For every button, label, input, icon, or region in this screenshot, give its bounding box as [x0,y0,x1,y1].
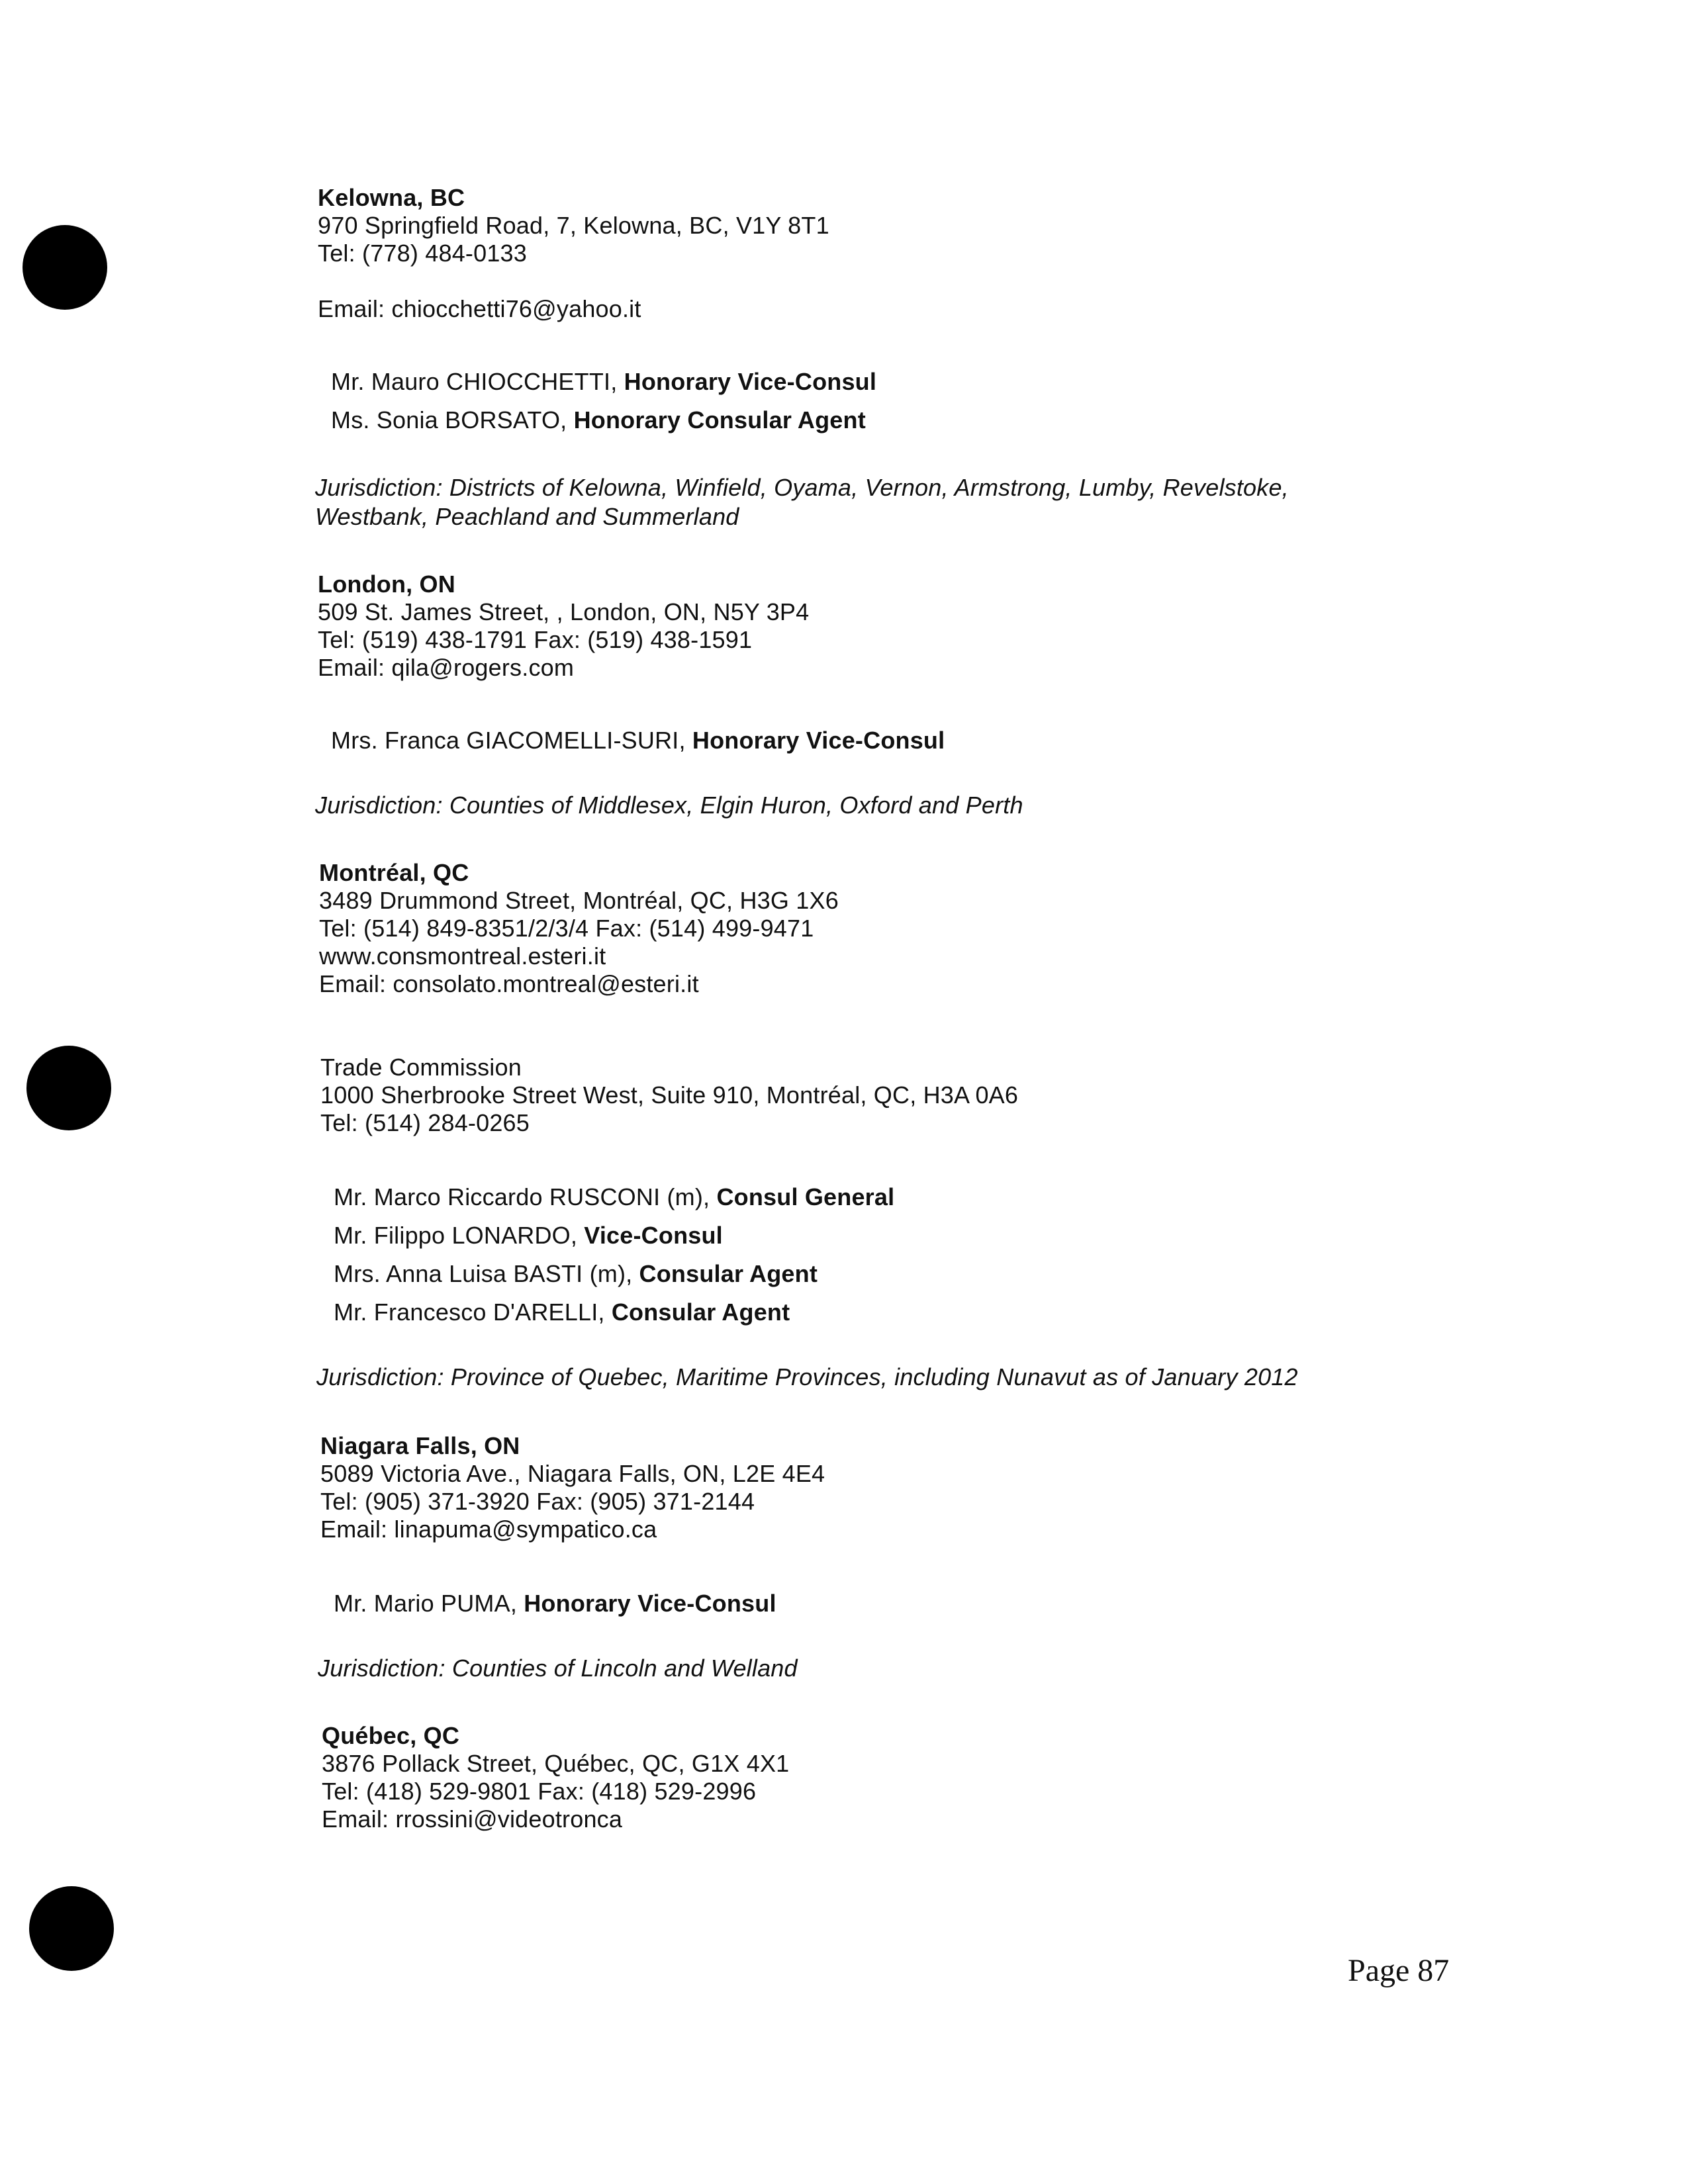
staff-entry [334,1260,818,1288]
email: Email: chiocchetti76@yahoo.it [318,295,641,322]
trade-commission-title: Trade Commission [320,1054,522,1081]
staff-entry [334,1183,894,1211]
staff-name: Mrs. Anna Luisa BASTI (m), [334,1260,639,1287]
staff-name: Mr. Marco Riccardo RUSCONI (m), [334,1183,717,1210]
punch-hole-middle [26,1046,111,1130]
email: Email: rrossini@videotronca [322,1805,623,1833]
trade-commission-address: 1000 Sherbrooke Street West, Suite 910, Montréal, QC, H3A 0A6 [320,1081,1019,1109]
email: Email: linapuma@sympatico.ca [320,1516,657,1543]
trade-commission-telephone: Tel: (514) 284-0265 [320,1109,530,1136]
staff-title: Consul General [716,1183,895,1210]
staff-entry [331,727,945,754]
staff-title: Honorary Vice-Consul [624,368,877,395]
address: 5089 Victoria Ave., Niagara Falls, ON, L2E 4E4 [320,1460,825,1487]
telephone: Tel: (778) 484-0133 [318,240,528,267]
staff-entry [331,406,866,434]
staff-title: Consular Agent [639,1260,818,1287]
telephone-fax: Tel: (519) 438-1791 Fax: (519) 438-1591 [318,626,753,653]
punch-hole-top [23,225,107,310]
address: 970 Springfield Road, 7, Kelowna, BC, V1Y 8T1 [318,212,829,239]
jurisdiction: Jurisdiction: Province of Quebec, Maritime Provinces, including Nunavut as of January 2012 [316,1363,1298,1390]
staff-name: Ms. Sonia BORSATO, [331,406,574,433]
staff-title: Honorary Consular Agent [573,406,866,433]
staff-name: Mr. Mario PUMA, [334,1590,524,1617]
staff-name: Mr. Filippo LONARDO, [334,1222,585,1249]
section-heading: London, ON [318,570,455,598]
staff-title: Honorary Vice-Consul [524,1590,776,1617]
staff-name: Mr. Mauro CHIOCCHETTI, [331,368,624,395]
address: 3489 Drummond Street, Montréal, QC, H3G 1X6 [319,887,839,914]
section-heading: Québec, QC [322,1722,460,1749]
staff-name: Mrs. Franca GIACOMELLI-SURI, [331,727,692,754]
staff-title: Vice-Consul [584,1222,723,1249]
staff-entry [334,1222,723,1250]
email: Email: consolato.montreal@esteri.it [319,970,699,997]
jurisdiction: Jurisdiction: Counties of Middlesex, Elgin Huron, Oxford and Perth [315,792,1023,819]
section-heading: Kelowna, BC [318,184,465,211]
jurisdiction: Jurisdiction: Districts of Kelowna, Winfield, Oyama, Vernon, Armstrong, Lumby, Revelstoke, [315,474,1289,501]
staff-name: Mr. Francesco D'ARELLI, [334,1298,612,1326]
email: Email: qila@rogers.com [318,654,575,681]
address: 3876 Pollack Street, Québec, QC, G1X 4X1 [322,1750,790,1777]
jurisdiction: Jurisdiction: Counties of Lincoln and Welland [318,1655,798,1682]
telephone-fax: Tel: (418) 529-9801 Fax: (418) 529-2996 [322,1778,757,1805]
staff-entry [334,1590,776,1617]
section-heading: Montréal, QC [319,859,469,886]
telephone-fax: Tel: (514) 849-8351/2/3/4 Fax: (514) 499-9471 [319,915,814,942]
staff-entry [331,368,876,396]
telephone-fax: Tel: (905) 371-3920 Fax: (905) 371-2144 [320,1488,755,1515]
page-number: Page 87 [1348,1953,1450,1988]
staff-title: Honorary Vice-Consul [692,727,945,754]
website: www.consmontreal.esteri.it [319,942,606,970]
section-heading: Niagara Falls, ON [320,1432,520,1459]
staff-entry [334,1298,790,1326]
address: 509 St. James Street, , London, ON, N5Y 3P4 [318,598,810,625]
jurisdiction-continued: Westbank, Peachland and Summerland [315,503,739,530]
punch-hole-bottom [29,1886,114,1971]
staff-title: Consular Agent [611,1298,790,1326]
